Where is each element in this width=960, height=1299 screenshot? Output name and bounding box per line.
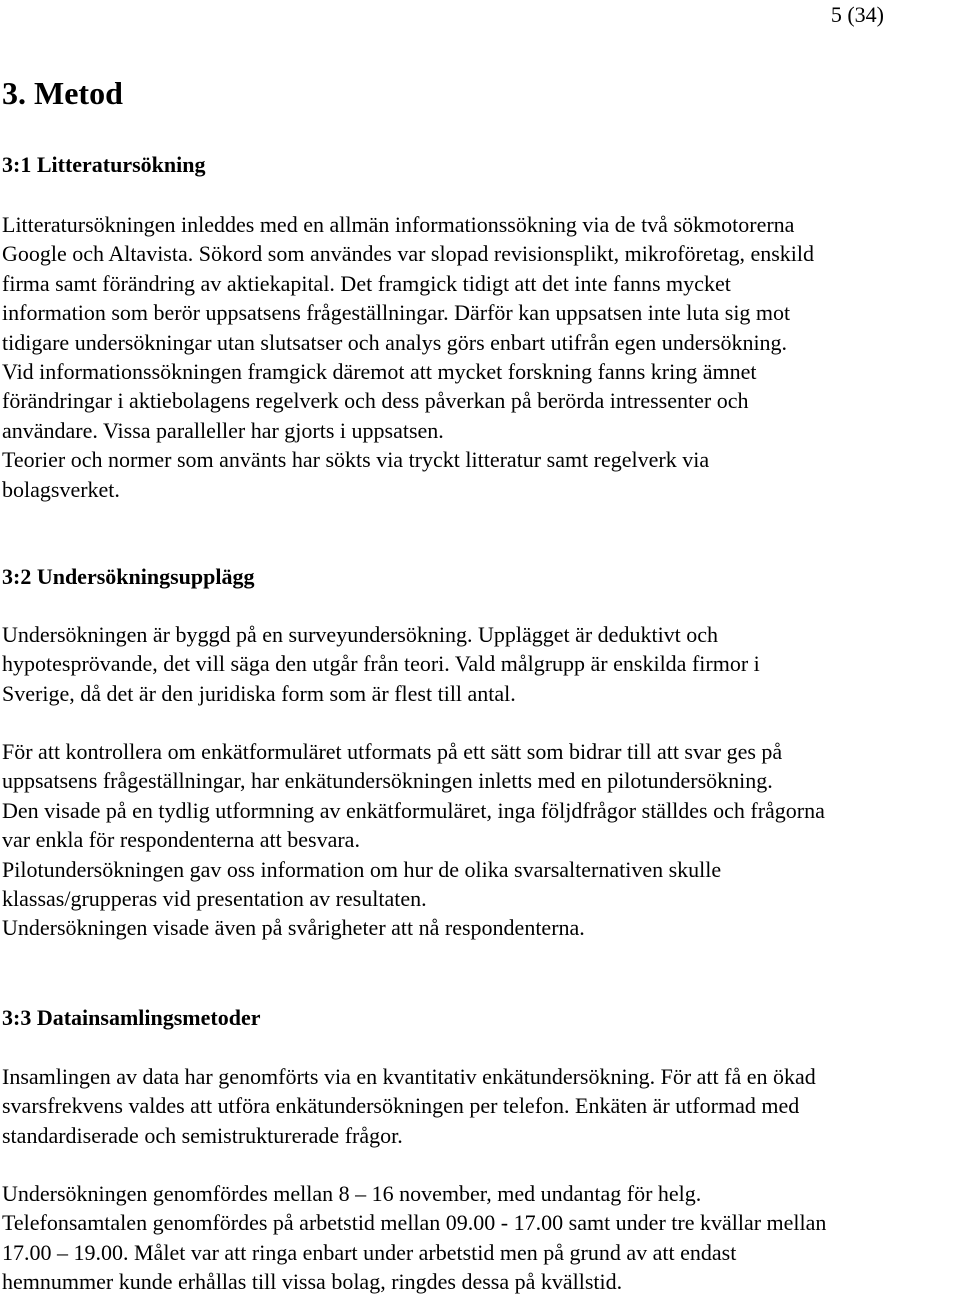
text-line: hemnummer kunde erhållas till vissa bolag, ringdes dessa på kvällstid. xyxy=(2,1269,623,1295)
text-line: förändringar i aktiebolagens regelverk och dess påverkan på berörda intressenter och xyxy=(2,388,749,414)
section-heading-datainsamlingsmetoder: 3:3 Datainsamlingsmetoder xyxy=(2,1005,261,1030)
paragraph-undersokningsupplagg-2 xyxy=(2,737,958,943)
text-line: Undersökningen visade även på svårigheter att nå respondenterna. xyxy=(2,915,585,941)
paragraph-datainsamlingsmetoder-1 xyxy=(2,1062,958,1150)
text-line: tidigare undersökningar utan slutsatser och analys görs enbart utifrån egen undersökning. xyxy=(2,329,788,355)
paragraph-litteratursokning xyxy=(2,210,958,504)
text-line: För att kontrollera om enkätformuläret utformats på ett sätt som bidrar till att svar ges på xyxy=(2,739,783,764)
text-line: Insamlingen av data har genomförts via en kvantitativ enkätundersökning. För att få en ökad xyxy=(2,1064,816,1089)
text-line: Undersökningen är byggd på en surveyundersökning. Upplägget är deduktivt och xyxy=(2,622,719,647)
text-line: Pilotundersökningen gav oss information om hur de olika svarsalternativen skulle xyxy=(2,856,722,882)
text-line: information som berör uppsatsens frågeställningar. Därför kan uppsatsen inte luta sig mot xyxy=(2,300,791,326)
text-line: var enkla för respondenterna att besvara. xyxy=(2,827,360,853)
text-line: användare. Vissa paralleller har gjorts i uppsatsen. xyxy=(2,417,444,443)
text-line: Telefonsamtalen genomfördes på arbetstid mellan 09.00 - 17.00 samt under tre kvällar mellan xyxy=(2,1210,827,1236)
chapter-title: 3. Metod xyxy=(2,75,123,111)
text-line: svarsfrekvens valdes att utföra enkätundersökningen per telefon. Enkäten är utformad med xyxy=(2,1093,800,1119)
text-line: bolagsverket. xyxy=(2,476,120,502)
text-line: Google och Altavista. Sökord som användes var slopad revisionsplikt, mikroföretag, enskild xyxy=(2,241,815,267)
text-line: 17.00 – 19.00. Målet var att ringa enbart under arbetstid men på grund av att endast xyxy=(2,1239,737,1265)
text-line: Sverige, då det är den juridiska form som är flest till antal. xyxy=(2,680,516,706)
text-line: standardiserade och semistrukturerade frågor. xyxy=(2,1122,403,1148)
text-line: hypotesprövande, det vill säga den utgår från teori. Vald målgrupp är enskilda firmor i xyxy=(2,651,760,677)
text-line: Undersökningen genomfördes mellan 8 – 16 november, med undantag för helg. xyxy=(2,1181,702,1206)
section-heading-litteratursokning: 3:1 Litteratursökning xyxy=(2,152,206,177)
text-line: Teorier och normer som använts har sökts via tryckt litteratur samt regelverk via xyxy=(2,447,710,473)
paragraph-datainsamlingsmetoder-2 xyxy=(2,1179,958,1297)
page-number: 5 (34) xyxy=(830,2,884,27)
text-line: Litteratursökningen inleddes med en allmän informationssökning via de två sökmotorerna xyxy=(2,212,795,237)
text-line: uppsatsens frågeställningar, har enkätundersökningen inletts med en pilotundersökning. xyxy=(2,768,773,794)
section-heading-undersokningsupplagg: 3:2 Undersökningsupplägg xyxy=(2,564,255,589)
text-line: Den visade på en tydlig utformning av enkätformuläret, inga följdfrågor ställdes och frågorna xyxy=(2,797,825,823)
text-line: klassas/grupperas vid presentation av resultaten. xyxy=(2,886,427,912)
paragraph-undersokningsupplagg-1 xyxy=(2,620,958,708)
text-line: Vid informationssökningen framgick däremot att mycket forskning fanns kring ämnet xyxy=(2,359,757,385)
text-line: firma samt förändring av aktiekapital. Det framgick tidigt att det inte fanns mycket xyxy=(2,270,731,296)
